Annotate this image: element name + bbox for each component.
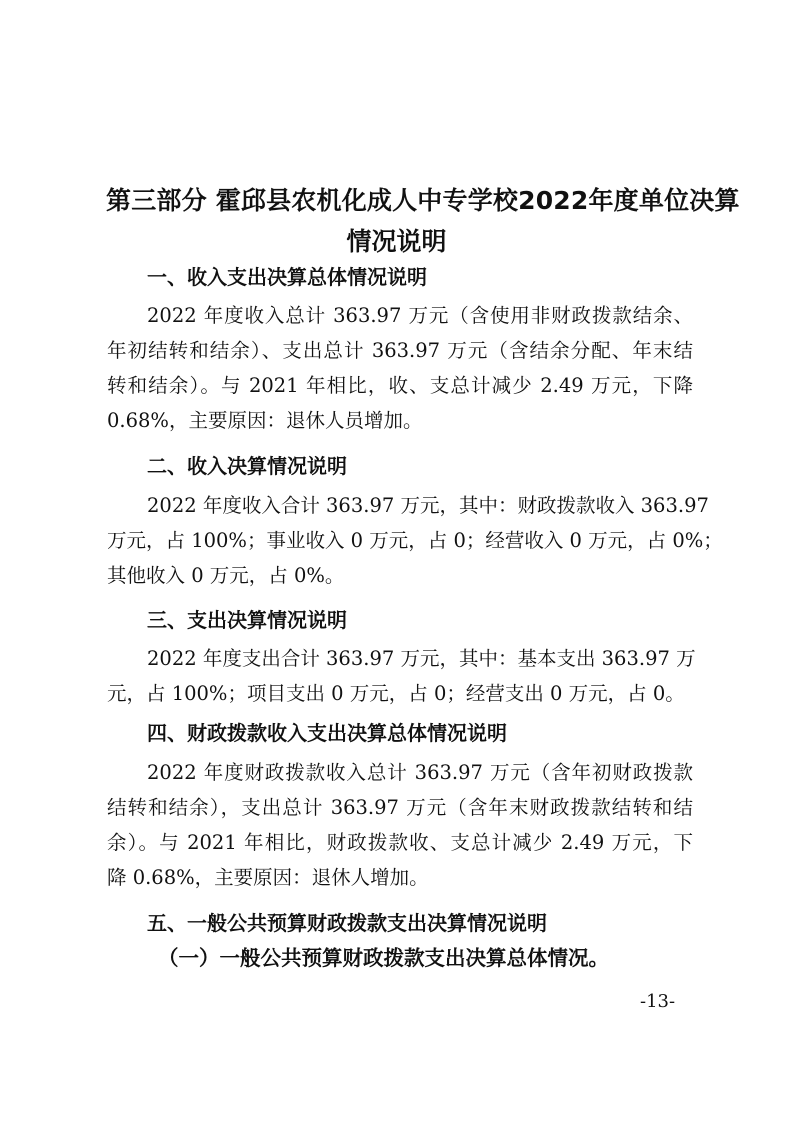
page-number: -13- [640, 991, 676, 1012]
page-title-line-1: 第三部分 霍邱县农机化成人中专学校2022年度单位决算 [106, 186, 740, 215]
paragraph-line: 元，占 100%；项目支出 0 万元，占 0；经营支出 0 万元，占 0。 [107, 682, 685, 705]
paragraph-line: 转和结余）。与 2021 年相比，收、支总计减少 2.49 万元，下降 [107, 374, 693, 397]
paragraph-line: 2022 年度财政拨款收入总计 363.97 万元（含年初财政拨款 [147, 761, 693, 784]
section-2-paragraph [107, 488, 723, 593]
section-1-heading: 一、收入支出决算总体情况说明 [147, 265, 427, 289]
page-title-line-2: 情况说明 [346, 227, 447, 256]
paragraph-line: 其他收入 0 万元，占 0%。 [107, 564, 345, 587]
section-4-heading: 四、财政拨款收入支出决算总体情况说明 [147, 721, 507, 745]
section-2-heading: 二、收入决算情况说明 [147, 454, 347, 478]
paragraph-line: 余）。与 2021 年相比，财政拨款收、支总计减少 2.49 万元，下 [107, 831, 693, 854]
paragraph-line: 年初结转和结余）、支出总计 363.97 万元（含结余分配、年末结 [107, 339, 693, 362]
section-3-paragraph [107, 641, 696, 711]
section-5-heading: 五、一般公共预算财政拨款支出决算情况说明 [147, 911, 547, 935]
paragraph-line: 结转和结余），支出总计 363.97 万元（含年末财政拨款结转和结 [107, 796, 693, 819]
paragraph-line: 2022 年度收入总计 363.97 万元（含使用非财政拨款结余、 [147, 304, 693, 327]
paragraph-line: 2022 年度收入合计 363.97 万元，其中：财政拨款收入 363.97 [147, 494, 709, 517]
paragraph-line: 降 0.68%，主要原因：退休人增加。 [107, 866, 429, 889]
section-1-paragraph [107, 298, 693, 438]
subsection-heading: （一）一般公共预算财政拨款支出决算总体情况。 [158, 946, 609, 970]
section-3-heading: 三、支出决算情况说明 [147, 608, 347, 632]
paragraph-line: 2022 年度支出合计 363.97 万元，其中：基本支出 363.97 万 [147, 647, 696, 670]
paragraph-line: 0.68%，主要原因：退休人员增加。 [107, 409, 423, 432]
section-4-paragraph [107, 755, 693, 895]
paragraph-line: 万元，占 100%；事业收入 0 万元，占 0；经营收入 0 万元，占 0%； [107, 529, 723, 552]
